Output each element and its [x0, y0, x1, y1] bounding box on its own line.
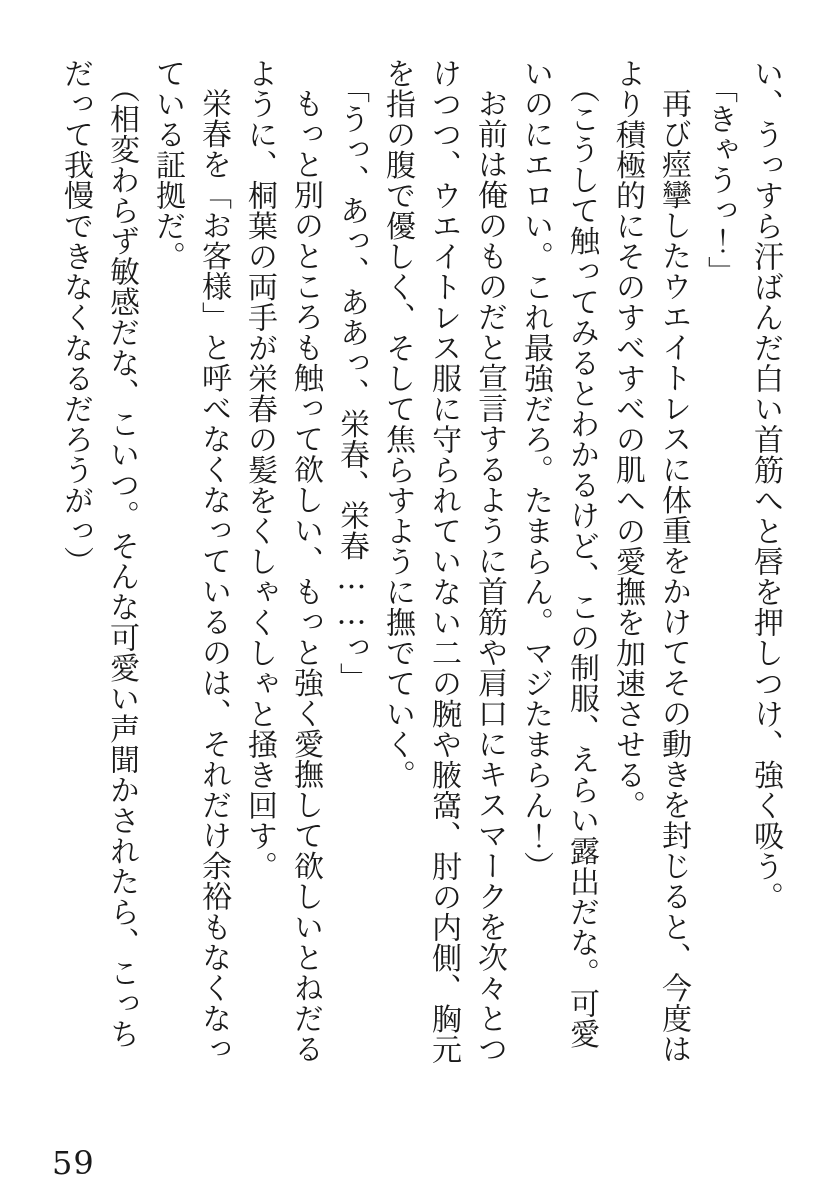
paragraph-inner-monologue: （こうして触ってみるとわかるけど、この制服、えらい露出だな。可愛いのにエロい。これ最強だろ。たまらん。マジたまらん！） [518, 58, 599, 1049]
paragraph: 再び痙攣したウエイトレスに体重をかけてその動きを封じると、今度はより積極的にそのすべすべの肌への愛撫を加速させる。 [610, 58, 691, 1064]
paragraph: お前は俺のものだと宣言するように首筋や肩口にキスマークを次々とつけつつ、ウエイトレス服に守られていない二の腕や腋窩、肘の内側、胸元を指の腹で優しく、そして焦らすように撫でていく。 [380, 58, 507, 1065]
page-number: 59 [52, 1144, 95, 1182]
paragraph-inner-monologue: （相変わらず敏感だな、こいつ。そんな可愛い声聞かされたら、こっちだって我慢できなくなるだろうがっ） [58, 58, 139, 1049]
paragraph: もっと別のところも触って欲しい、もっと強く愛撫して欲しいとねだるように、桐葉の両手が栄春の髪をくしゃくしゃと掻き回す。 [242, 58, 323, 1064]
paragraph-dialogue: 「うっ、あっ、ああっ、栄春、栄春……っ」 [334, 73, 369, 693]
page-text-block [52, 58, 788, 1068]
paragraph: い、うっすら汗ばんだ白い首筋へと唇を押しつけ、強く吸う。 [748, 58, 783, 912]
paragraph: 栄春を「お客様」と呼べなくなっているのは、それだけ余裕もなくなっている証拠だ。 [150, 58, 231, 1064]
paragraph-dialogue: 「きゃうっ！」 [702, 73, 737, 287]
